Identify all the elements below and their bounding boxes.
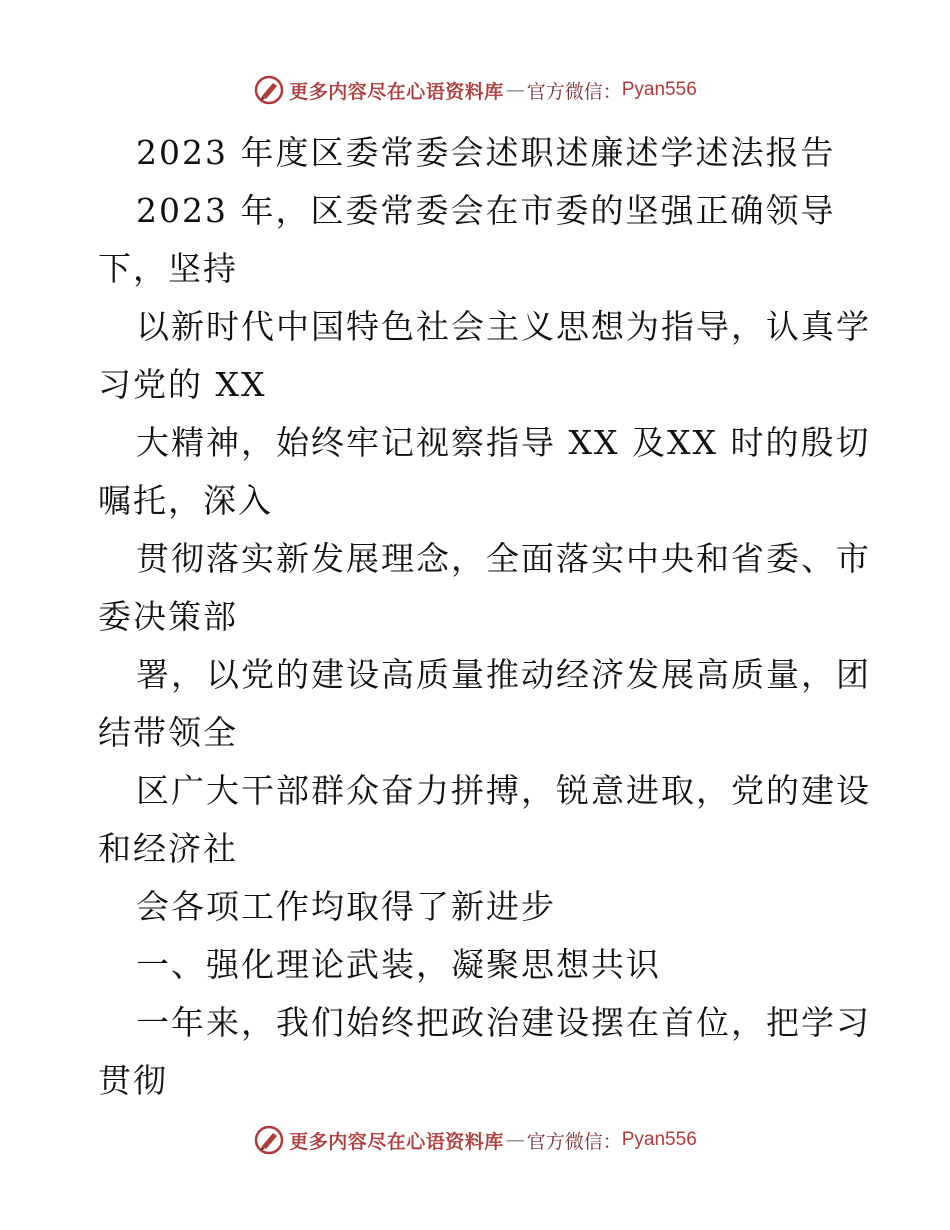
paragraph-line: 2023 年，区委常委会在市委的坚强正确领导 <box>136 191 836 230</box>
header-banner <box>0 70 950 110</box>
paragraph-line: 习党的 XX <box>98 365 267 404</box>
banner-wechat-id: Pyan556 <box>621 1129 697 1150</box>
banner-wechat-label: 官方微信： <box>526 80 622 103</box>
footer-banner <box>0 1120 950 1160</box>
banner-wechat-label: 官方微信： <box>526 1130 622 1153</box>
paragraph-line: 一年来，我们始终把政治建设摆在首位，把学习 <box>136 1003 871 1042</box>
section-heading: 一、强化理论武装，凝聚思想共识 <box>136 945 661 984</box>
paragraph-line: 区广大干部群众奋力拼搏，锐意进取，党的建设 <box>136 771 871 810</box>
paragraph-line: 委决策部 <box>98 597 238 636</box>
document-body <box>98 124 871 1110</box>
banner-wechat-id: Pyan556 <box>621 79 697 100</box>
paragraph-line: 以新时代中国特色社会主义思想为指导，认真学 <box>136 307 871 346</box>
paragraph-line: 贯彻 <box>98 1061 168 1100</box>
paragraph-line: 大精神，始终牢记视察指导 XX 及XX 时的殷切 <box>136 423 871 462</box>
paragraph-line: 会各项工作均取得了新进步 <box>136 887 556 926</box>
paragraph-line: 结带领全 <box>98 713 238 752</box>
banner-title: 更多内容尽在心语资料库 <box>289 1130 504 1153</box>
document-title: 2023 年度区委常委会述职述廉述学述法报告 <box>136 133 836 172</box>
pen-logo-icon <box>253 1124 285 1156</box>
paragraph-line: 嘱托，深入 <box>98 481 273 520</box>
banner-separator: — <box>505 79 525 101</box>
paragraph-line: 署，以党的建设高质量推动经济发展高质量，团 <box>136 655 871 694</box>
paragraph-line: 下，坚持 <box>98 249 238 288</box>
banner-title: 更多内容尽在心语资料库 <box>289 80 504 103</box>
paragraph-line: 和经济社 <box>98 829 238 868</box>
banner-separator: — <box>505 1129 525 1151</box>
paragraph-line: 贯彻落实新发展理念，全面落实中央和省委、市 <box>136 539 871 578</box>
pen-logo-icon <box>253 74 285 106</box>
